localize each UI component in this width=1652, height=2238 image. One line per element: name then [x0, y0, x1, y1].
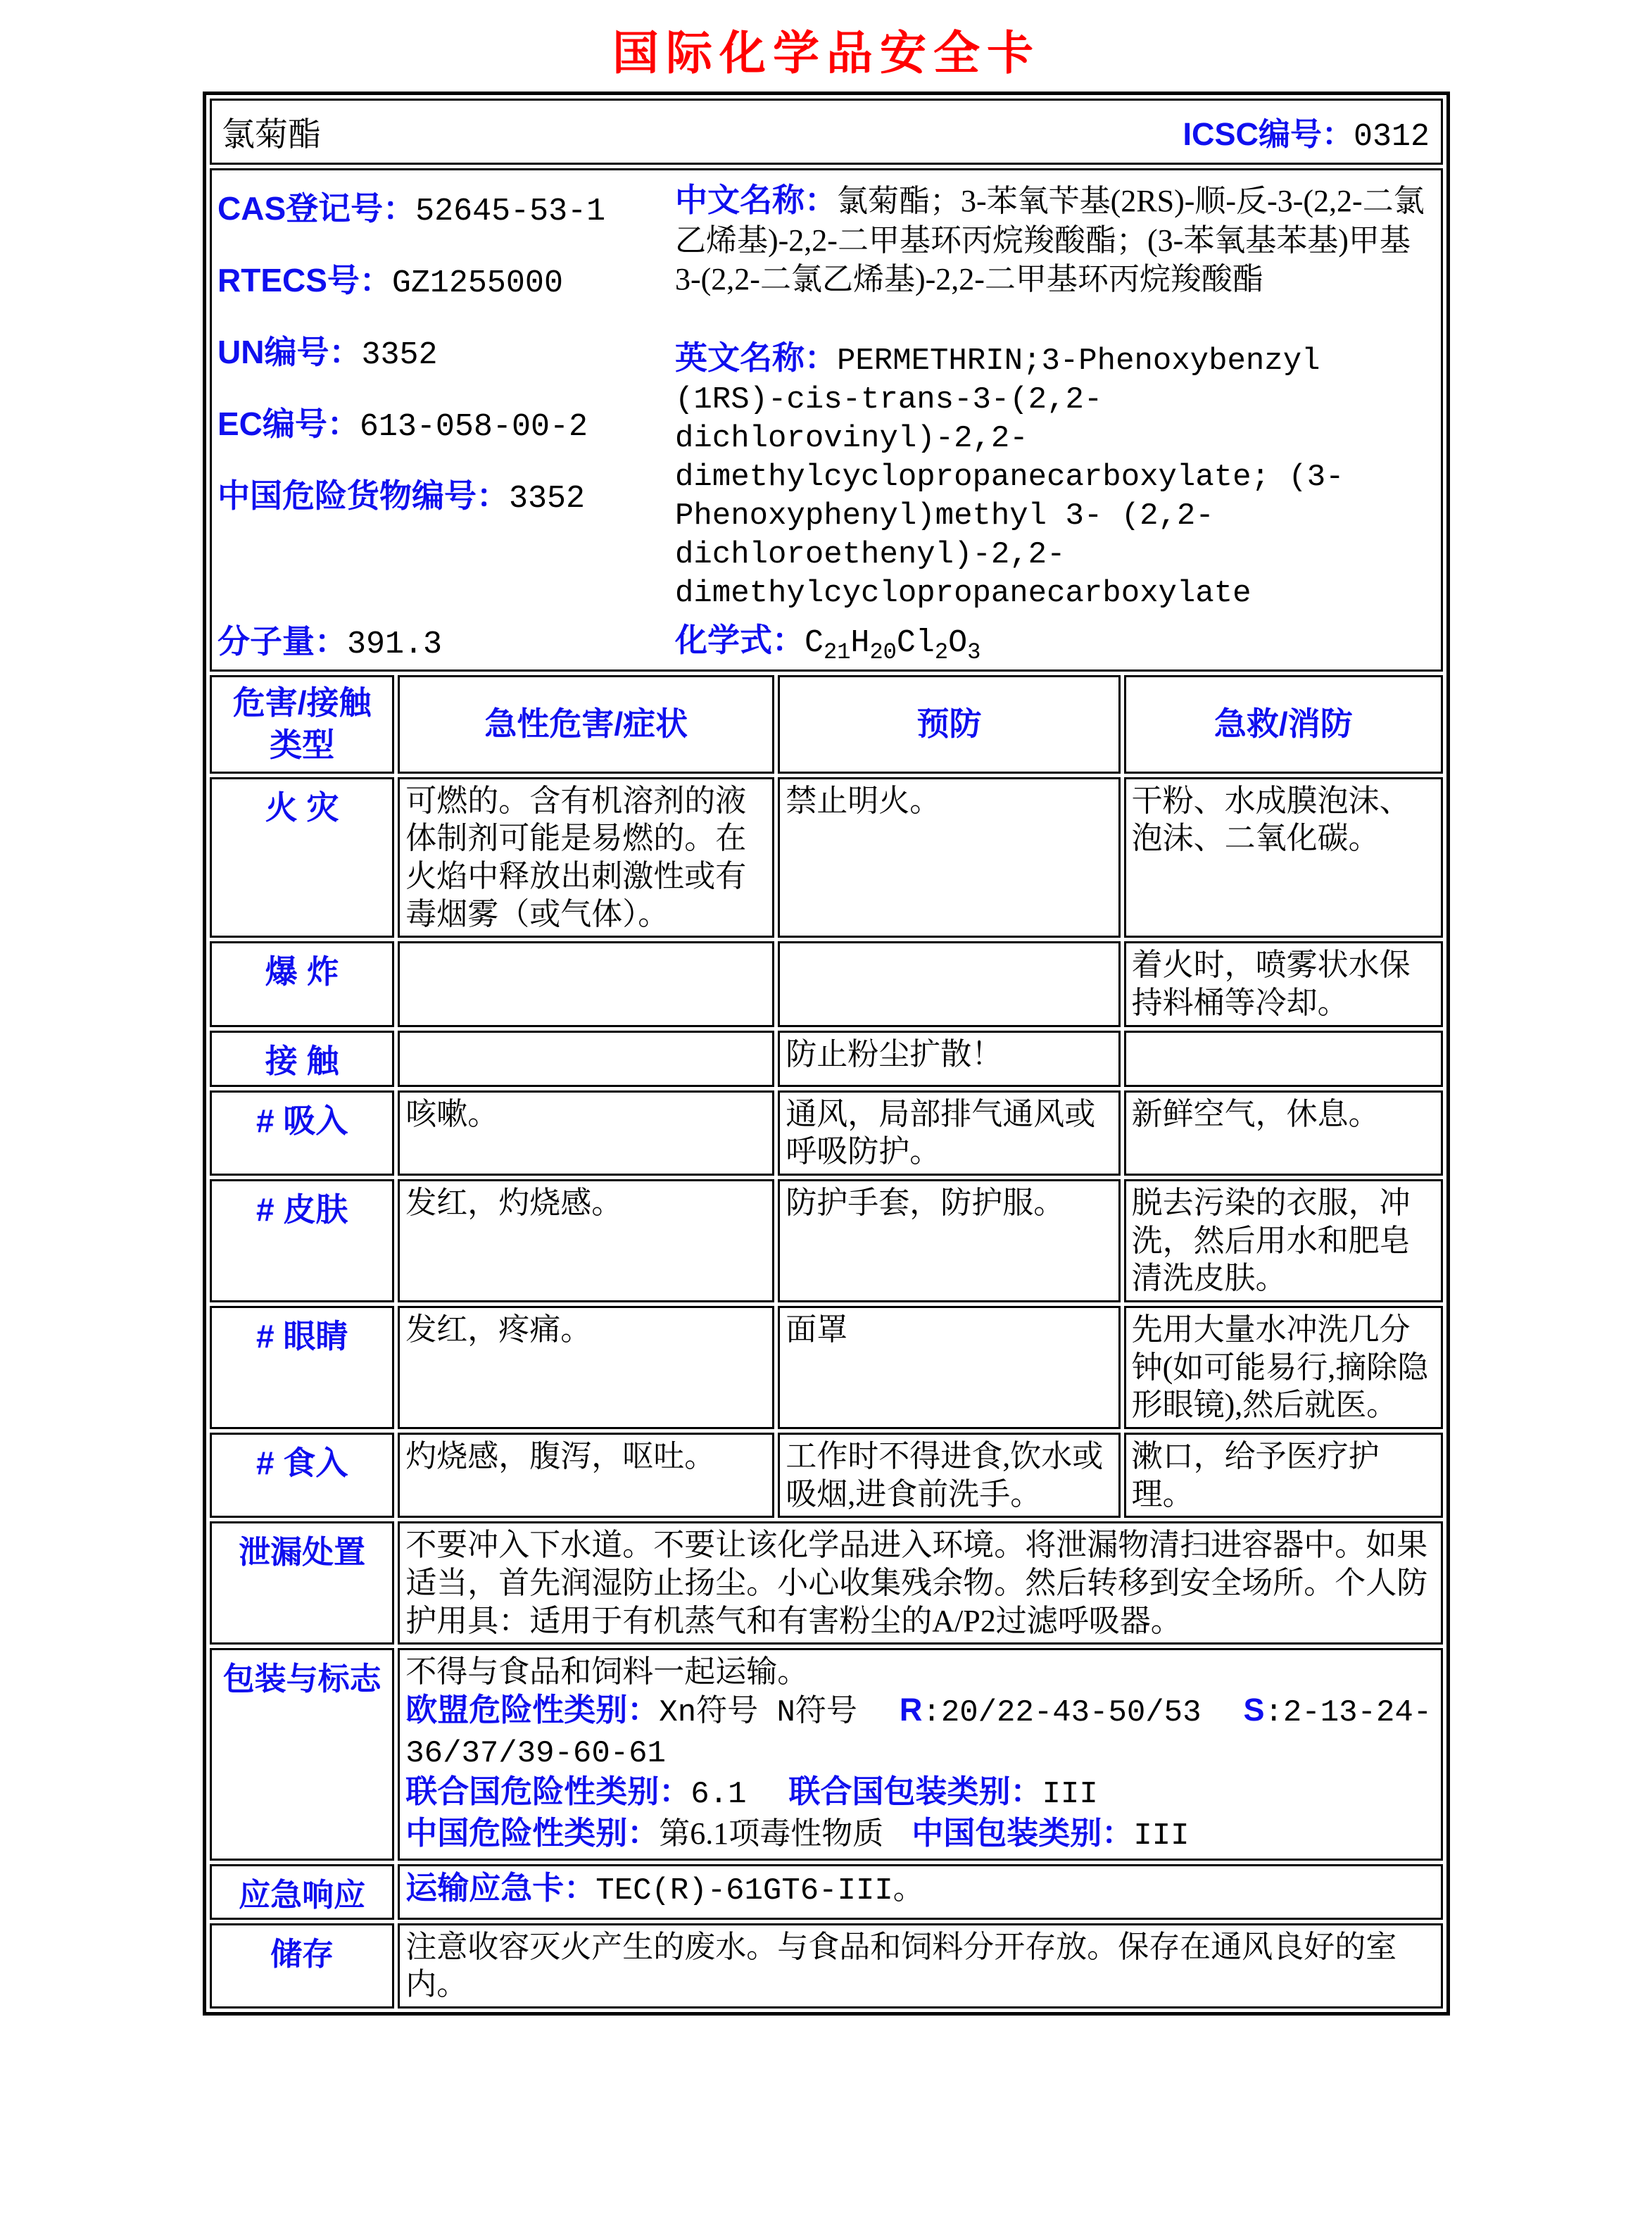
- eyes-prevention: 面罩: [778, 1306, 1120, 1429]
- hazard-header-row: [210, 675, 1443, 774]
- identifier-column: [217, 173, 675, 667]
- packing-eu-line: 欧盟危险性类别：Xn符号 N符号 R:20/22-43-50/53 S:2-13-24-36/37/39-60-61: [405, 1691, 1432, 1771]
- cas-value: 52645-53-1: [415, 194, 606, 230]
- chinese-name-label: 中文名称：: [675, 182, 837, 218]
- hazard-row-eyes: [210, 1306, 1443, 1429]
- un-value: 3352: [361, 337, 438, 373]
- emergency-content: 运输应急卡：TEC(R)-61GT6-III。: [398, 1864, 1443, 1920]
- hazard-row-skin: [210, 1179, 1443, 1302]
- eyes-response: 先用大量水冲洗几分钟(如可能易行,摘除隐形眼镜),然后就医。: [1124, 1306, 1443, 1429]
- cn-dg-line: [217, 470, 675, 517]
- inhalation-symptoms: 咳嗽。: [398, 1090, 774, 1176]
- formula-value: $C_{21}H_{20}Cl_2O_3$: [805, 624, 981, 665]
- english-name-value: PERMETHRIN;3-Phenoxybenzyl (1RS)-cis-trans-3-(2,2-dichlorovinyl)-2,2-dimethylcyclopropanecarboxylate; (3-Phenoxyphenyl)methyl 3- (2,2-dichloroethenyl)-2,2-dimethylcyclopropanecarboxylate: [675, 343, 1344, 611]
- ingestion-prevention: 工作时不得进食,饮水或吸烟,进食前洗手。: [778, 1433, 1120, 1518]
- fire-response: 干粉、水成膜泡沫、泡沫、二氧化碳。: [1124, 777, 1443, 938]
- hazard-row-fire: [210, 777, 1443, 938]
- packing-label-cell: 包装与标志: [210, 1648, 394, 1860]
- rtecs-label: RTECS号：: [217, 262, 392, 298]
- rtecs-line: [217, 255, 675, 301]
- mw-label: 分子量：: [217, 622, 347, 660]
- exposure-prevention: 防止粉尘扩散！: [778, 1031, 1120, 1087]
- spill-content: 不要冲入下水道。不要让该化学品进入环境。将泄漏物清扫进容器中。如果适当，首先润湿防止扬尘。小心收集残余物。然后转移到安全场所。个人防护用具：适用于有机蒸气和有害粉尘的A/P2过滤呼吸器。: [398, 1521, 1443, 1645]
- cn-dg-value: 3352: [509, 481, 586, 517]
- hazard-row-ingestion: [210, 1433, 1443, 1518]
- hazard-header-prevention: 预防: [778, 675, 1120, 774]
- emergency-label-cell: 应急响应: [210, 1864, 394, 1920]
- ingestion-response: 漱口，给予医疗护理。: [1124, 1433, 1443, 1518]
- identity-row: [210, 168, 1443, 672]
- formula-line: [675, 620, 1432, 667]
- chinese-name-value: 氯菊酯；3-苯氧苄基(2RS)-顺-反-3-(2,2-二氯乙烯基)-2,2-二甲基环丙烷羧酸酯；(3-苯氧基苯基)甲基3-(2,2-二氯乙烯基)-2,2-二甲基环丙烷羧酸酯: [675, 184, 1425, 296]
- formula-label: 化学式：: [675, 621, 805, 658]
- mw-line: [217, 616, 675, 662]
- spill-row: [210, 1521, 1443, 1645]
- hazard-type-exposure: 接 触: [210, 1031, 394, 1087]
- packing-content: [398, 1648, 1443, 1860]
- ec-value: 613-058-00-2: [359, 409, 588, 445]
- ec-line: [217, 398, 675, 445]
- card-header-cell: [210, 99, 1443, 165]
- exposure-symptoms: [398, 1031, 774, 1087]
- cn-dg-label: 中国危险货物编号：: [217, 477, 509, 514]
- hazard-type-fire: 火 灾: [210, 777, 394, 938]
- inhalation-response: 新鲜空气，休息。: [1124, 1090, 1443, 1176]
- icsc-label: ICSC编号：: [1183, 116, 1354, 152]
- chinese-name-block: [675, 180, 1432, 298]
- hazard-header-symptoms: 急性危害/症状: [398, 675, 774, 774]
- hazard-row-inhalation: [210, 1090, 1443, 1176]
- eyes-symptoms: 发红，疼痛。: [398, 1306, 774, 1429]
- rtecs-value: GZ1255000: [391, 265, 563, 301]
- packing-row: [210, 1648, 1443, 1860]
- ec-label: EC编号：: [217, 406, 360, 442]
- hazard-header-type: 危害/接触 类型: [210, 675, 394, 774]
- storage-row: [210, 1923, 1443, 2008]
- explosion-response: 着火时，喷雾状水保持料桶等冷却。: [1124, 941, 1443, 1026]
- english-name-block: [675, 338, 1432, 613]
- card-header-row: [210, 99, 1443, 165]
- hazard-type-skin: # 皮肤: [210, 1179, 394, 1302]
- page-title: 国际化学品安全卡: [612, 27, 1040, 79]
- packing-no-transport: 不得与食品和饲料一起运输。: [405, 1654, 809, 1690]
- chemical-name: 氯菊酯: [222, 116, 321, 153]
- english-name-label: 英文名称：: [675, 339, 837, 376]
- storage-label-cell: 储存: [210, 1923, 394, 2008]
- un-label: UN编号：: [217, 334, 362, 370]
- hazard-type-inhalation: # 吸入: [210, 1090, 394, 1176]
- hazard-type-explosion: 爆 炸: [210, 941, 394, 1026]
- inhalation-prevention: 通风，局部排气通风或呼吸防护。: [778, 1090, 1120, 1176]
- explosion-symptoms: [398, 941, 774, 1026]
- icsc-number: [1183, 108, 1435, 155]
- hazard-type-eyes: # 眼睛: [210, 1306, 394, 1429]
- packing-cn-line: 中国危险性类别：第6.1项毒性物质 中国包装类别：III: [405, 1814, 1190, 1854]
- cas-label: CAS登记号：: [217, 190, 416, 227]
- storage-content: 注意收容灭火产生的废水。与食品和饲料分开存放。保存在通风良好的室内。: [398, 1923, 1443, 2008]
- skin-prevention: 防护手套，防护服。: [778, 1179, 1120, 1302]
- names-column: [675, 173, 1435, 667]
- hazard-row-explosion: [210, 941, 1443, 1026]
- card-table: [206, 95, 1446, 2012]
- safety-card: [203, 92, 1450, 2016]
- skin-symptoms: 发红，灼烧感。: [398, 1179, 774, 1302]
- explosion-prevention: [778, 941, 1120, 1026]
- emergency-row: [210, 1864, 1443, 1920]
- un-line: [217, 327, 675, 373]
- fire-symptoms: 可燃的。含有机溶剂的液体制剂可能是易燃的。在火焰中释放出刺激性或有毒烟雾（或气体）。: [398, 777, 774, 938]
- ingestion-symptoms: 灼烧感，腹泻，呕吐。: [398, 1433, 774, 1518]
- fire-prevention: 禁止明火。: [778, 777, 1120, 938]
- exposure-response: [1124, 1031, 1443, 1087]
- hazard-row-exposure: [210, 1031, 1443, 1087]
- icsc-value: 0312: [1353, 119, 1430, 155]
- mw-value: 391.3: [347, 626, 443, 662]
- identity-cell: [210, 168, 1443, 672]
- packing-un-line: 联合国危险性类别：6.1 联合国包装类别：III: [405, 1773, 1098, 1813]
- spill-label-cell: 泄漏处置: [210, 1521, 394, 1645]
- cas-line: [217, 183, 675, 230]
- hazard-header-response: 急救/消防: [1124, 675, 1443, 774]
- hazard-type-ingestion: # 食入: [210, 1433, 394, 1518]
- skin-response: 脱去污染的衣服，冲洗，然后用水和肥皂清洗皮肤。: [1124, 1179, 1443, 1302]
